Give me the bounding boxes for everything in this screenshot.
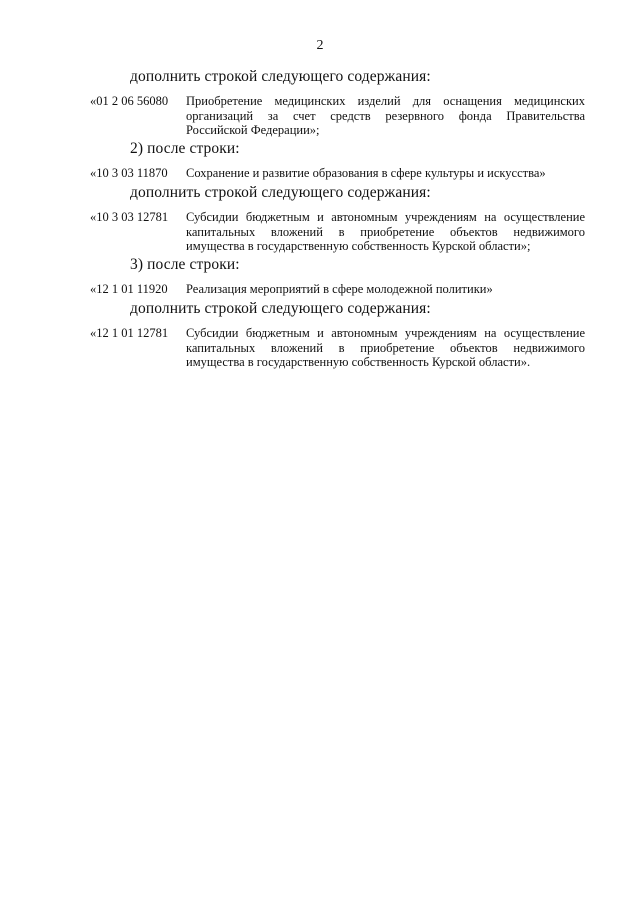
budget-code: «01 2 06 56080 <box>90 94 169 108</box>
description-line: имущества в государственную собственность Курской области»; <box>186 239 531 253</box>
instruction-text: 3) после строки: <box>130 256 240 273</box>
budget-item-description <box>186 326 585 370</box>
instruction-text: дополнить строкой следующего содержания: <box>130 184 431 201</box>
budget-item-description <box>186 210 585 254</box>
description-line: Субсидии бюджетным и автономным учреждениям на осуществление <box>186 210 585 224</box>
description-line: капитальных вложений в приобретение объектов недвижимого <box>186 340 585 355</box>
page-number: 2 <box>316 38 324 53</box>
budget-item-description <box>186 166 585 181</box>
budget-item-description <box>186 94 585 138</box>
instruction-text: дополнить строкой следующего содержания: <box>130 68 431 85</box>
description-line: Сохранение и развитие образования в сфере культуры и искусства» <box>186 166 546 180</box>
instruction-text: 2) после строки: <box>130 140 240 157</box>
budget-item-description <box>186 282 585 297</box>
description-line: капитальных вложений в приобретение объектов недвижимого <box>186 224 585 239</box>
budget-code: «12 1 01 12781 <box>90 326 169 340</box>
budget-code: «10 3 03 12781 <box>90 210 169 224</box>
description-line: Приобретение медицинских изделий для оснащения медицинских <box>186 94 585 108</box>
instruction-text: дополнить строкой следующего содержания: <box>130 300 431 317</box>
description-line: Субсидии бюджетным и автономным учреждениям на осуществление <box>186 326 585 340</box>
description-line: Реализация мероприятий в сфере молодежной политики» <box>186 282 493 296</box>
description-line: организаций за счет средств резервного фонда Правительства <box>186 108 585 123</box>
budget-code: «10 3 03 11870 <box>90 166 168 180</box>
budget-code: «12 1 01 11920 <box>90 282 168 296</box>
description-line: Российской Федерации»; <box>186 123 320 137</box>
description-line: имущества в государственную собственность Курской области». <box>186 355 531 369</box>
